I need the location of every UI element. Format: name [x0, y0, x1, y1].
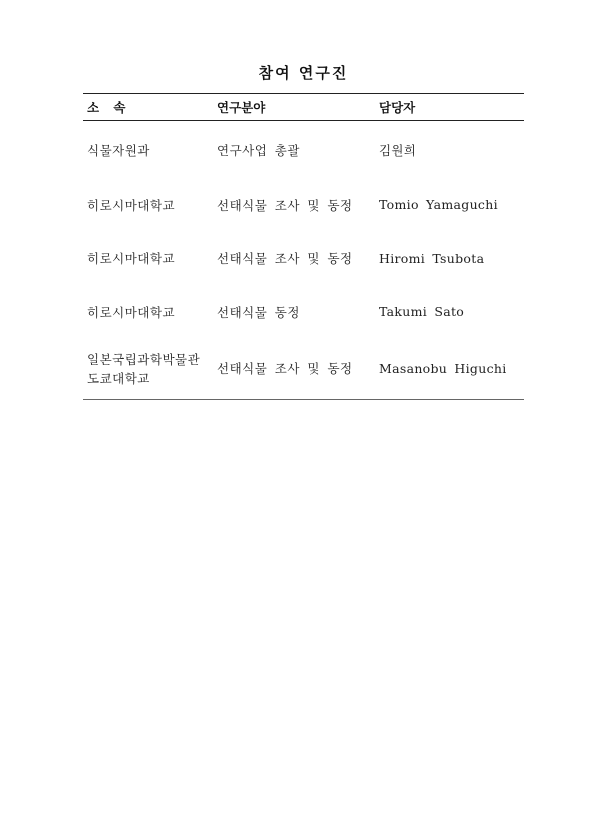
cell-affiliation — [83, 339, 213, 400]
cell-field: 선태식물 조사 및 동정 — [213, 339, 375, 400]
header-affiliation: 소 속 — [83, 94, 213, 121]
affiliation-line-2: 도쿄대학교 — [87, 370, 150, 386]
cell-affiliation: 히로시마대학교 — [87, 197, 176, 213]
cell-field: 선태식물 동정 — [217, 304, 300, 320]
cell-person: Hiromi Tsubota — [379, 250, 485, 266]
page-title: 참여 연구진 — [258, 64, 349, 82]
header-field: 연구분야 — [213, 94, 375, 121]
table-row — [83, 178, 524, 232]
cell-field: 선태식물 조사 및 동정 — [217, 197, 353, 213]
header-person: 담당자 — [375, 94, 524, 121]
cell-person: Takumi Sato — [379, 304, 465, 320]
affiliation-line-1: 일본국립과학박물관 — [87, 351, 201, 367]
cell-person: Tomio Yamaguchi — [379, 197, 498, 213]
cell-affiliation: 식물자원과 — [87, 142, 150, 158]
cell-person: Masanobu Higuchi — [375, 339, 524, 400]
table-row — [83, 285, 524, 339]
table-row — [83, 232, 524, 286]
table-row — [83, 121, 524, 179]
cell-field: 선태식물 조사 및 동정 — [217, 251, 353, 267]
table-row — [83, 339, 524, 400]
research-team-table — [83, 93, 524, 400]
cell-affiliation: 히로시마대학교 — [87, 251, 176, 267]
table-header-row — [83, 94, 524, 121]
cell-affiliation: 히로시마대학교 — [87, 304, 176, 320]
cell-person: 김원희 — [379, 142, 417, 158]
cell-field: 연구사업 총괄 — [217, 142, 300, 158]
